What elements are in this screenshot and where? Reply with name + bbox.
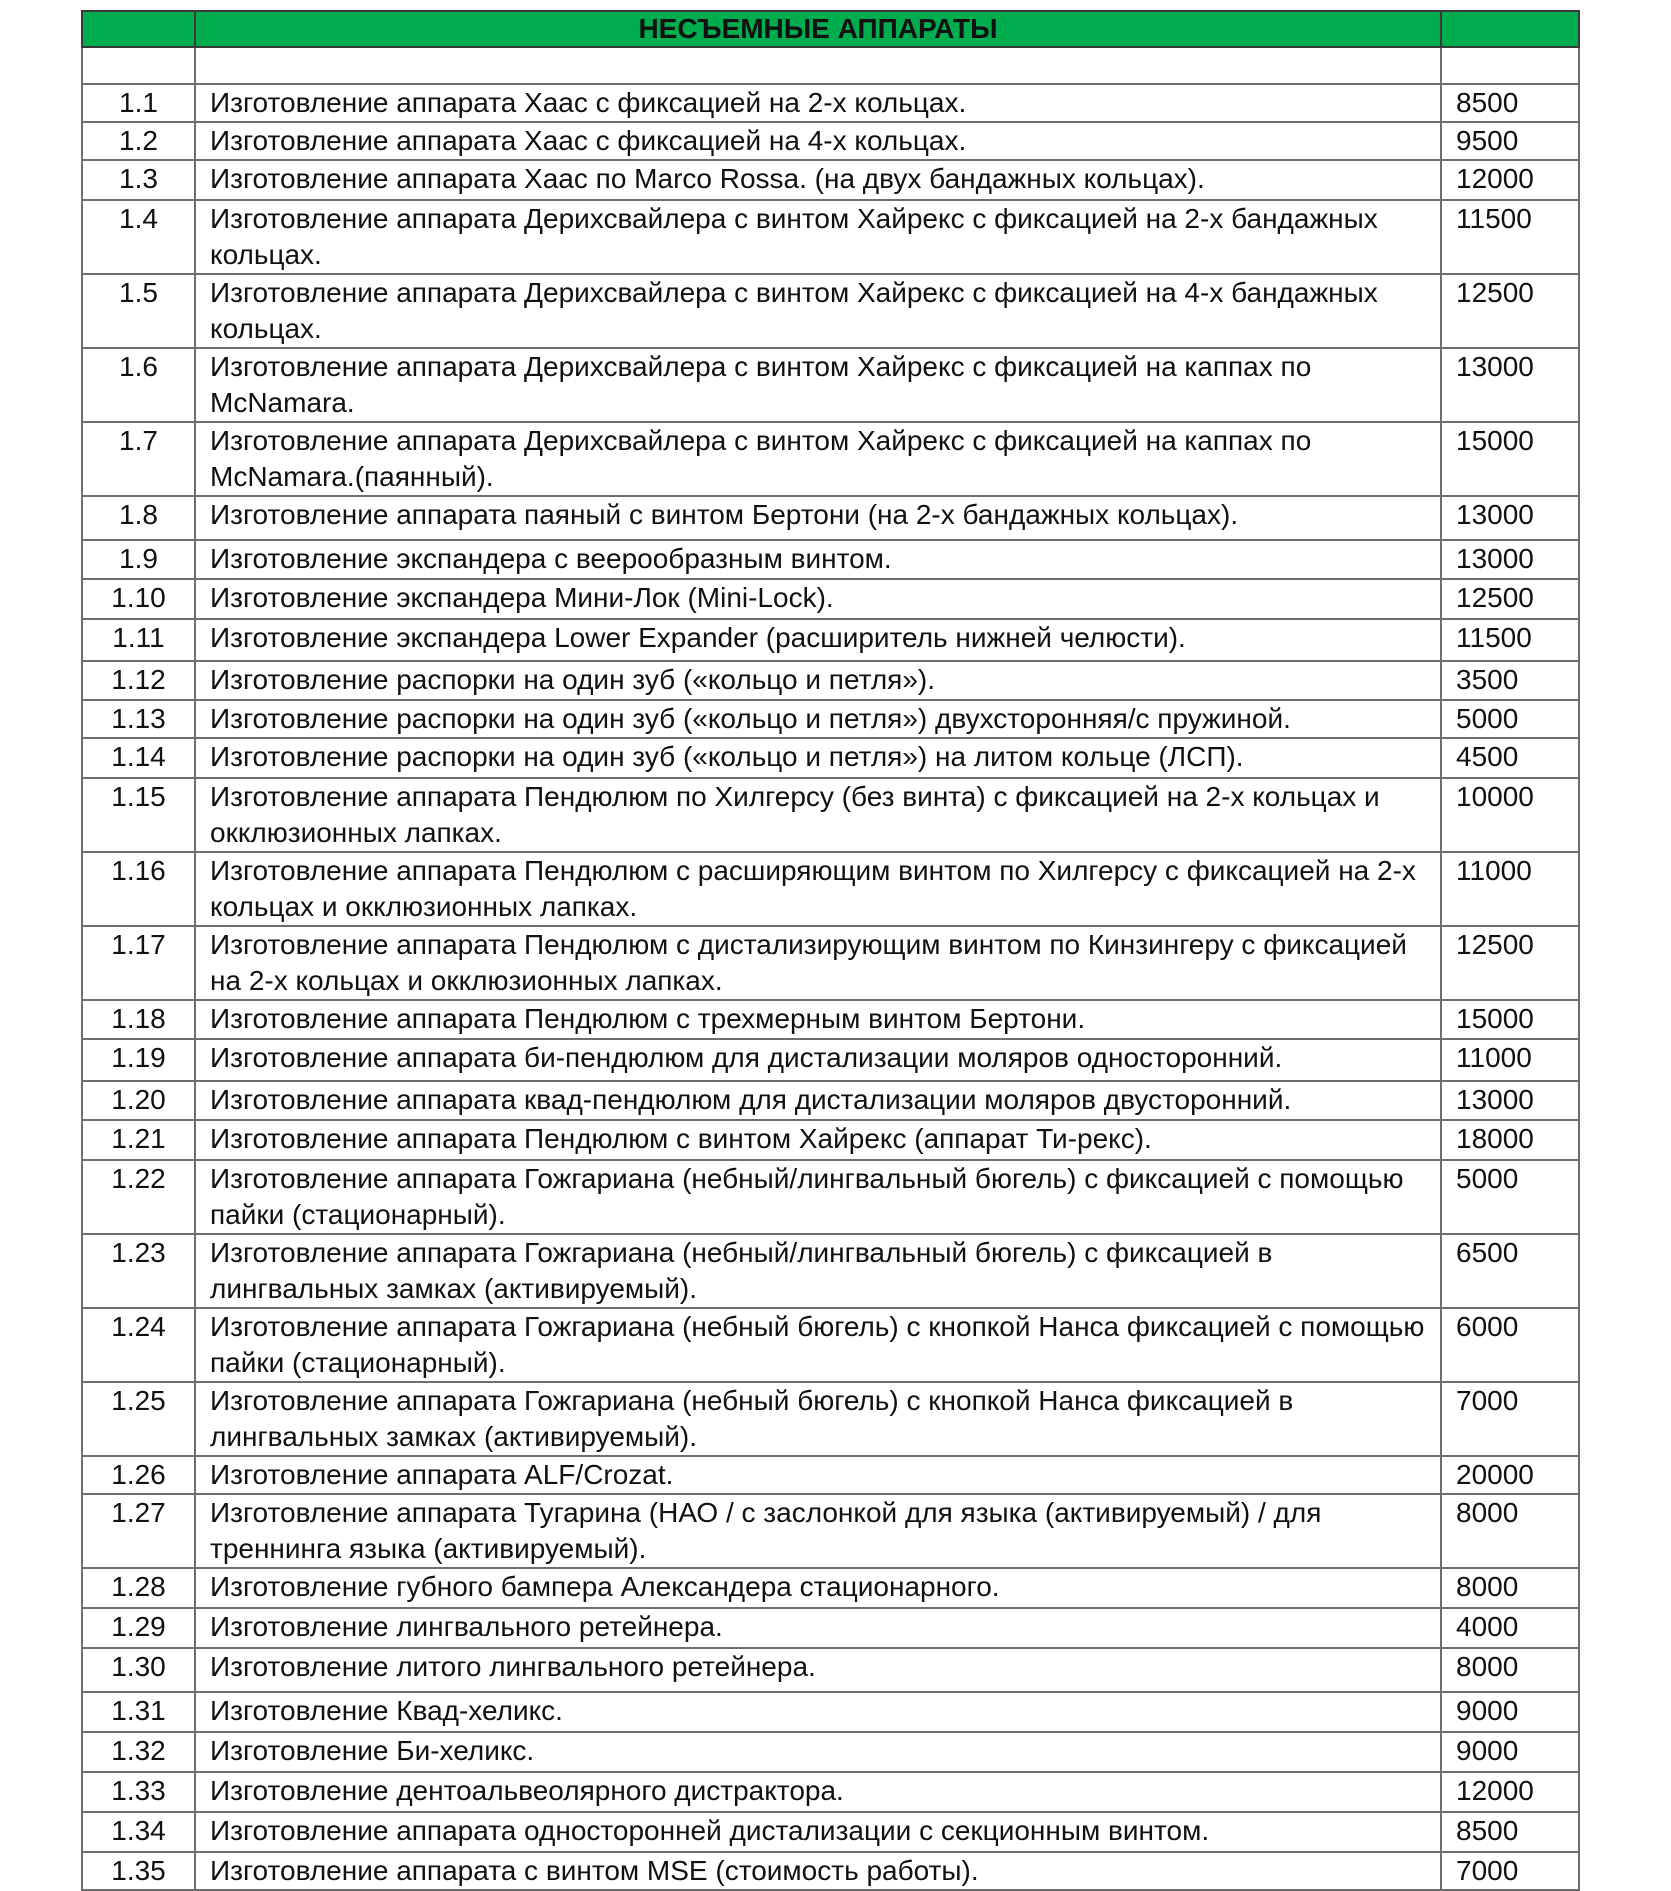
table-row (82, 1568, 1579, 1608)
row-number: 1.35 (82, 1852, 195, 1890)
table-row (82, 84, 1579, 122)
row-description: Изготовление аппарата Дерихсвайлера с винтом Хайрекс с фиксацией на каппах по McNamara. (195, 348, 1441, 422)
row-number: 1.33 (82, 1772, 195, 1812)
row-number: 1.30 (82, 1648, 195, 1692)
header-num-cell (82, 11, 195, 47)
row-number: 1.8 (82, 496, 195, 540)
table-row (82, 1234, 1579, 1308)
row-description: Изготовление аппарата Пендюлюм с расширяющим винтом по Хилгерсу с фиксацией на 2-х кольцах и окклюзионных лапках. (195, 852, 1441, 926)
row-number: 1.21 (82, 1120, 195, 1160)
row-description: Изготовление губного бампера Александера стационарного. (195, 1568, 1441, 1608)
blank-cell (1441, 47, 1579, 84)
row-price: 13000 (1441, 496, 1579, 540)
row-price: 7000 (1441, 1852, 1579, 1890)
blank-cell (82, 47, 195, 84)
row-number: 1.28 (82, 1568, 195, 1608)
row-price: 7000 (1441, 1382, 1579, 1456)
row-description: Изготовление аппарата Пендюлюм с дистализирующим винтом по Кинзингеру с фиксацией на 2-х кольцах и окклюзионных лапках. (195, 926, 1441, 1000)
row-description: Изготовление аппарата паяный с винтом Бертони (на 2-х бандажных кольцах). (195, 496, 1441, 540)
table-row (82, 1608, 1579, 1648)
row-description: Изготовление аппарата Тугарина (НАО / с заслонкой для языка (активируемый) / для треннинга языка (активируемый). (195, 1494, 1441, 1568)
row-price: 11000 (1441, 1039, 1579, 1081)
row-number: 1.3 (82, 160, 195, 200)
row-price: 5000 (1441, 1160, 1579, 1234)
row-description: Изготовление аппарата Пендюлюм с трехмерным винтом Бертони. (195, 1000, 1441, 1039)
table-row (82, 1039, 1579, 1081)
table-row (82, 1852, 1579, 1890)
table-row (82, 1081, 1579, 1120)
table-row (82, 1692, 1579, 1732)
table-row (82, 496, 1579, 540)
row-price: 4500 (1441, 738, 1579, 778)
row-number: 1.22 (82, 1160, 195, 1234)
row-price: 8000 (1441, 1568, 1579, 1608)
table-row (82, 700, 1579, 738)
row-price: 6000 (1441, 1308, 1579, 1382)
row-price: 4000 (1441, 1608, 1579, 1648)
row-price: 18000 (1441, 1120, 1579, 1160)
row-price: 9500 (1441, 122, 1579, 160)
row-price: 8000 (1441, 1494, 1579, 1568)
table-row (82, 122, 1579, 160)
table-row (82, 619, 1579, 661)
row-price: 15000 (1441, 422, 1579, 496)
row-description: Изготовление экспандера Lower Expander (расширитель нижней челюсти). (195, 619, 1441, 661)
row-description: Изготовление Би-хеликс. (195, 1732, 1441, 1772)
row-number: 1.23 (82, 1234, 195, 1308)
row-description: Изготовление аппарата квад-пендюлюм для дистализации моляров двусторонний. (195, 1081, 1441, 1120)
row-number: 1.14 (82, 738, 195, 778)
row-description: Изготовление распорки на один зуб («кольцо и петля»). (195, 661, 1441, 700)
table-row (82, 661, 1579, 700)
row-number: 1.19 (82, 1039, 195, 1081)
row-price: 8500 (1441, 1812, 1579, 1852)
table-row (82, 1772, 1579, 1812)
row-number: 1.16 (82, 852, 195, 926)
row-number: 1.12 (82, 661, 195, 700)
row-number: 1.5 (82, 274, 195, 348)
table-row (82, 1120, 1579, 1160)
table-row (82, 579, 1579, 619)
row-price: 10000 (1441, 778, 1579, 852)
table-row (82, 1732, 1579, 1772)
row-number: 1.24 (82, 1308, 195, 1382)
table-title: НЕСЪЕМНЫЕ АППАРАТЫ (195, 11, 1441, 47)
table-row (82, 200, 1579, 274)
blank-row (82, 47, 1579, 84)
price-table (81, 10, 1580, 1891)
row-price: 11500 (1441, 619, 1579, 661)
row-number: 1.15 (82, 778, 195, 852)
row-description: Изготовление аппарата Дерихсвайлера с винтом Хайрекс с фиксацией на 2-х бандажных кольцах. (195, 200, 1441, 274)
row-price: 13000 (1441, 1081, 1579, 1120)
row-description: Изготовление аппарата Дерихсвайлера с винтом Хайрекс с фиксацией на 4-х бандажных кольцах. (195, 274, 1441, 348)
table-row (82, 738, 1579, 778)
row-number: 1.9 (82, 540, 195, 579)
row-price: 6500 (1441, 1234, 1579, 1308)
table-row (82, 540, 1579, 579)
row-description: Изготовление аппарата Пендюлюм с винтом Хайрекс (аппарат Ти-рекс). (195, 1120, 1441, 1160)
row-description: Изготовление распорки на один зуб («кольцо и петля») двухсторонняя/с пружиной. (195, 700, 1441, 738)
row-price: 13000 (1441, 348, 1579, 422)
table-row (82, 1456, 1579, 1494)
row-description: Изготовление аппарата Хаас с фиксацией на 2-х кольцах. (195, 84, 1441, 122)
row-number: 1.29 (82, 1608, 195, 1648)
table-header-row (82, 11, 1579, 47)
row-price: 11500 (1441, 200, 1579, 274)
row-description: Изготовление аппарата Пендюлюм по Хилгерсу (без винта) с фиксацией на 2-х кольцах и окклюзионных лапках. (195, 778, 1441, 852)
row-description: Изготовление аппарата Гожгариана (небный бюгель) с кнопкой Нанса фиксацией в лингвальных замках (активируемый). (195, 1382, 1441, 1456)
row-price: 8000 (1441, 1648, 1579, 1692)
row-description: Изготовление лингвального ретейнера. (195, 1608, 1441, 1648)
row-price: 12500 (1441, 274, 1579, 348)
row-number: 1.18 (82, 1000, 195, 1039)
row-price: 15000 (1441, 1000, 1579, 1039)
row-description: Изготовление экспандера с веерообразным винтом. (195, 540, 1441, 579)
row-description: Изготовление аппарата Гожгариана (небный бюгель) с кнопкой Нанса фиксацией с помощью пайки (стационарный). (195, 1308, 1441, 1382)
row-price: 12000 (1441, 1772, 1579, 1812)
table-row (82, 348, 1579, 422)
row-description: Изготовление экспандера Мини-Лок (Mini-Lock). (195, 579, 1441, 619)
row-description: Изготовление литого лингвального ретейнера. (195, 1648, 1441, 1692)
row-number: 1.34 (82, 1812, 195, 1852)
row-number: 1.4 (82, 200, 195, 274)
row-description: Изготовление аппарата Дерихсвайлера с винтом Хайрекс с фиксацией на каппах по McNamara.(паянный). (195, 422, 1441, 496)
table-row (82, 852, 1579, 926)
row-price: 8500 (1441, 84, 1579, 122)
row-price: 12500 (1441, 926, 1579, 1000)
row-number: 1.10 (82, 579, 195, 619)
row-price: 13000 (1441, 540, 1579, 579)
table-row (82, 1160, 1579, 1234)
row-description: Изготовление распорки на один зуб («кольцо и петля») на литом кольце (ЛСП). (195, 738, 1441, 778)
row-price: 3500 (1441, 661, 1579, 700)
table-row (82, 160, 1579, 200)
row-description: Изготовление Квад-хеликс. (195, 1692, 1441, 1732)
row-description: Изготовление аппарата Гожгариана (небный/лингвальный бюгель) с фиксацией в лингвальных замках (активируемый). (195, 1234, 1441, 1308)
row-number: 1.26 (82, 1456, 195, 1494)
row-number: 1.7 (82, 422, 195, 496)
row-price: 9000 (1441, 1692, 1579, 1732)
table-row (82, 274, 1579, 348)
table-row (82, 422, 1579, 496)
row-number: 1.13 (82, 700, 195, 738)
row-price: 12500 (1441, 579, 1579, 619)
row-number: 1.2 (82, 122, 195, 160)
row-description: Изготовление аппарата Хаас по Marco Rossa. (на двух бандажных кольцах). (195, 160, 1441, 200)
row-description: Изготовление дентоальвеолярного дистрактора. (195, 1772, 1441, 1812)
row-number: 1.25 (82, 1382, 195, 1456)
row-price: 20000 (1441, 1456, 1579, 1494)
row-number: 1.31 (82, 1692, 195, 1732)
table-row (82, 1812, 1579, 1852)
row-description: Изготовление аппарата Гожгариана (небный/лингвальный бюгель) с фиксацией с помощью пайки (стационарный). (195, 1160, 1441, 1234)
blank-cell (195, 47, 1441, 84)
row-number: 1.17 (82, 926, 195, 1000)
row-description: Изготовление аппарата Хаас с фиксацией на 4-х кольцах. (195, 122, 1441, 160)
row-price: 9000 (1441, 1732, 1579, 1772)
row-number: 1.11 (82, 619, 195, 661)
table-row (82, 1000, 1579, 1039)
row-description: Изготовление аппарата ALF/Crozat. (195, 1456, 1441, 1494)
row-number: 1.6 (82, 348, 195, 422)
table-row (82, 1648, 1579, 1692)
row-number: 1.20 (82, 1081, 195, 1120)
row-price: 11000 (1441, 852, 1579, 926)
row-description: Изготовление аппарата с винтом MSE (стоимость работы). (195, 1852, 1441, 1890)
row-description: Изготовление аппарата би-пендюлюм для дистализации моляров односторонний. (195, 1039, 1441, 1081)
row-price: 5000 (1441, 700, 1579, 738)
table-row (82, 926, 1579, 1000)
table-row (82, 1308, 1579, 1382)
row-number: 1.1 (82, 84, 195, 122)
row-number: 1.32 (82, 1732, 195, 1772)
table-row (82, 1382, 1579, 1456)
table-row (82, 778, 1579, 852)
table-row (82, 1494, 1579, 1568)
header-price-cell (1441, 11, 1579, 47)
row-price: 12000 (1441, 160, 1579, 200)
row-number: 1.27 (82, 1494, 195, 1568)
row-description: Изготовление аппарата односторонней дистализации с секционным винтом. (195, 1812, 1441, 1852)
